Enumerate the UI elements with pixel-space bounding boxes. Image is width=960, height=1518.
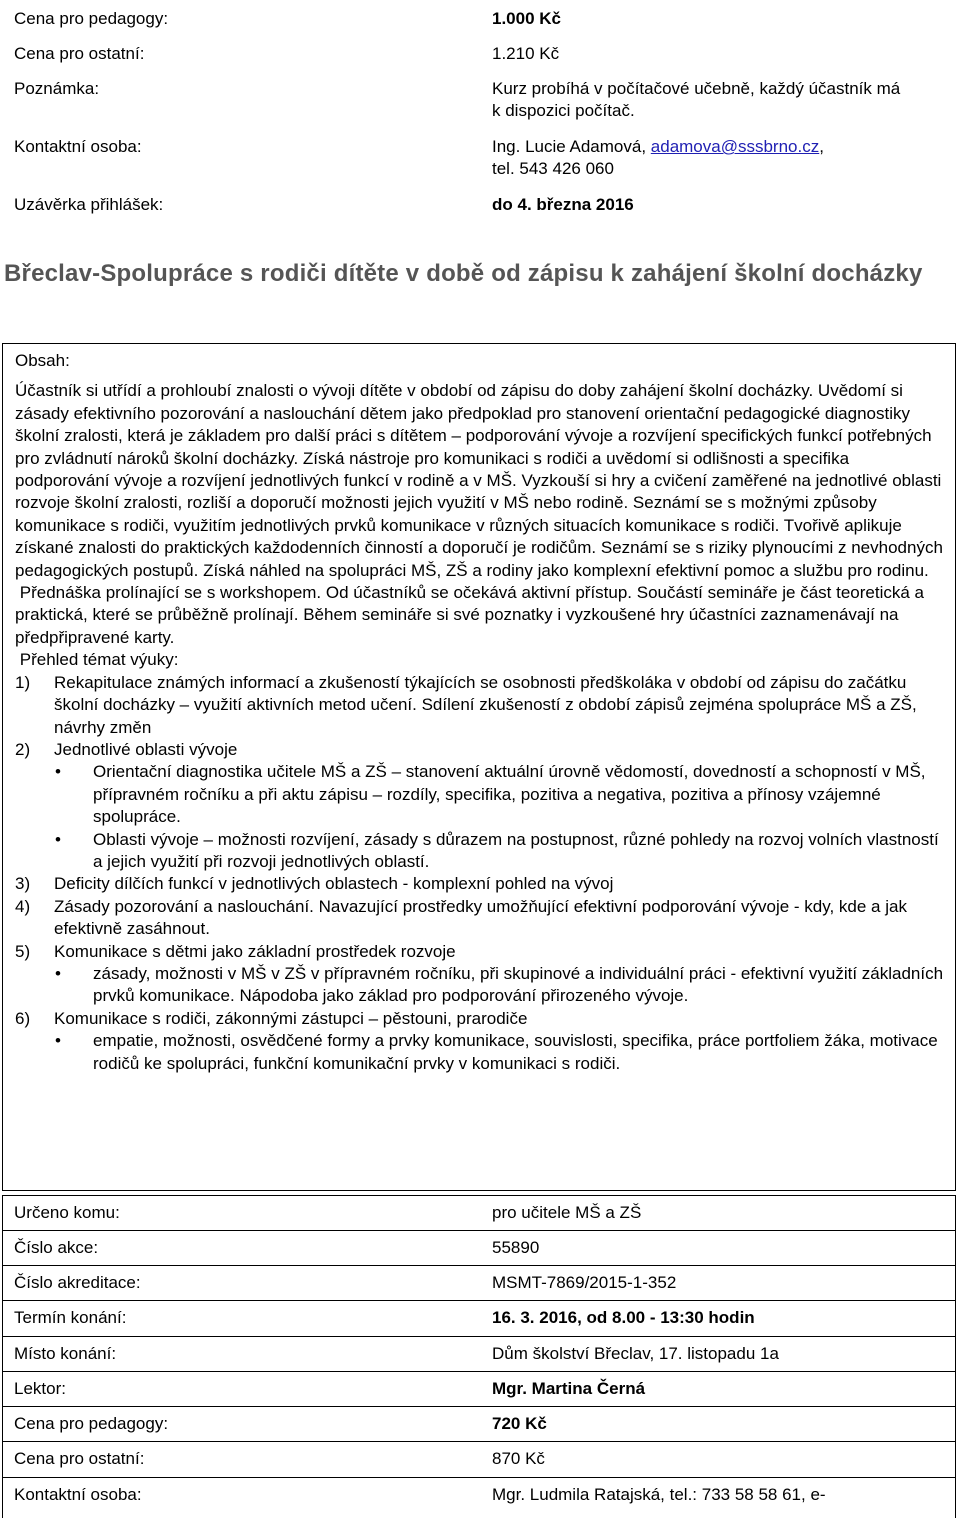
topic-number: 2)	[15, 739, 31, 759]
topic-bullets	[15, 963, 945, 1008]
course-title: Břeclav-Spolupráce s rodiči dítěte v době od zápisu k zahájení školní docházky	[4, 260, 923, 287]
topic-item	[15, 672, 945, 739]
bullet-icon: •	[55, 963, 61, 983]
detail-row-event-number	[14, 1237, 932, 1259]
detail-value: Mgr. Ludmila Ratajská, tel.: 733 58 58 61, e-	[492, 1485, 826, 1504]
detail-value: 16. 3. 2016, od 8.00 - 13:30 hodin	[492, 1308, 755, 1327]
detail-value: Mgr. Martina Černá	[492, 1379, 646, 1398]
detail-value: 720 Kč	[492, 1414, 547, 1433]
detail-value: 870 Kč	[492, 1449, 545, 1468]
topic-number: 4)	[15, 896, 31, 916]
row-divider	[2, 1371, 956, 1372]
info-row-price-others	[14, 43, 932, 65]
detail-value: Dům školství Břeclav, 17. listopadu 1a	[492, 1344, 779, 1363]
detail-row-price-teachers	[14, 1413, 932, 1435]
topic-item	[15, 739, 945, 873]
row-divider	[2, 1300, 956, 1301]
topic-number: 6)	[15, 1008, 31, 1028]
info-value: Kurz probíhá v počítačové učebně, každý účastník má k dispozici počítač.	[492, 79, 901, 120]
row-divider	[2, 1265, 956, 1266]
topic-number: 5)	[15, 941, 31, 961]
info-label: Poznámka:	[14, 79, 100, 98]
topic-bullets	[15, 761, 945, 873]
topic-item	[15, 896, 945, 941]
detail-row-venue	[14, 1343, 932, 1365]
bullet-item	[15, 761, 945, 828]
info-label: Uzávěrka přihlášek:	[14, 195, 164, 214]
topic-number: 1)	[15, 672, 31, 692]
contact-email-link[interactable]: adamova@sssbrno.cz	[650, 137, 820, 156]
detail-value: 55890	[492, 1238, 540, 1257]
topic-item	[15, 1008, 945, 1075]
topic-text: Komunikace s dětmi jako základní prostředek rozvoje	[54, 941, 456, 961]
contact-comma: ,	[819, 137, 824, 156]
bullet-item	[15, 829, 945, 874]
info-value: 1.210 Kč	[492, 44, 560, 63]
info-label: Cena pro pedagogy:	[14, 9, 169, 28]
info-row-price-teachers	[14, 8, 932, 30]
row-divider	[2, 1477, 956, 1478]
detail-label: Číslo akreditace:	[14, 1273, 141, 1292]
info-row-note	[14, 78, 912, 122]
topic-text: Komunikace s rodiči, zákonnými zástupci – pěstouni, prarodiče	[54, 1008, 528, 1028]
bullet-icon: •	[55, 1031, 61, 1051]
topics-heading: Přehled témat výuky:	[15, 650, 179, 670]
topics-list	[15, 672, 945, 1075]
topic-text: Zásady pozorování a naslouchání. Navazující prostředky umožňující efektivní podporování vývoje - kdy, kde a jak efektivně zasáhnout.	[54, 896, 907, 939]
info-value: do 4. března 2016	[492, 195, 634, 214]
detail-label: Kontaktní osoba:	[14, 1485, 142, 1504]
row-divider	[2, 1336, 956, 1337]
detail-label: Termín konání:	[14, 1308, 127, 1327]
row-divider	[2, 1441, 956, 1442]
topic-item	[15, 873, 945, 895]
bullet-item	[15, 1030, 945, 1075]
content-box	[2, 343, 956, 1191]
detail-label: Číslo akce:	[14, 1238, 99, 1257]
intro-paragraph: Účastník si utřídí a prohloubí znalosti o vývoji dítěte v období od zápisu do doby zahájení školní docházky. Uvědomí si zásady efektivního pozorování a naslouchání dětem jako předpoklad pro stanovení orientační pedagogické diagnostiky školní zralosti, která je základem pro další práci s dítětem – podporování vývoje a rozvíjení specifických funkcí potřebných pro zvládnutí nároků školní docházky. Získá nástroje pro komunikaci s rodiči a uvědomí si odlišnosti a specifika podporování vývoje a rozvíjení jednotlivých funkcí v rodině a v MŠ. Vyzkouší si hry a cvičení zaměřené na jednotlivé oblasti rozvoje školní zralosti, rozliší a doporučí možnosti jejich využití v MŠ nebo rodině. Seznámí se s možnými způsoby komunikace s rodiči, využitím jednotlivých prvků komunikace v různých situacích komunikace s rodiči. Tvořivě aplikuje získané znalosti do praktických každodenních činností a doporučí je rodičům. Seznámí se s riziky plynoucími z nevhodných pedagogických postupů. Získá náhled na spolupráci MŠ, ZŠ a rodiny jako komplexní efektivní pomoc a službu pro rodinu.	[15, 381, 943, 580]
contact-name: Ing. Lucie Adamová,	[492, 137, 651, 156]
info-row-deadline	[14, 194, 932, 216]
detail-row-accreditation	[14, 1272, 932, 1294]
bullet-text: Orientační diagnostika učitele MŠ a ZŠ – stanovení aktuální úrovně vědomostí, dovedností a schopností v MŠ, přípravném ročníku a při aktu zápisu – rozdíly, specifika, pozitiva a negativa, pozitiva a přínosy vzájemné spolupráce.	[93, 762, 926, 827]
topic-item	[15, 941, 945, 1008]
detail-row-contact	[14, 1484, 932, 1506]
info-label: Cena pro ostatní:	[14, 44, 145, 63]
detail-label: Cena pro ostatní:	[14, 1449, 145, 1468]
bullet-icon: •	[55, 762, 61, 782]
detail-row-price-others	[14, 1448, 932, 1470]
row-divider	[2, 1230, 956, 1231]
bullet-text: empatie, možnosti, osvědčené formy a prvky komunikace, souvislosti, specifika, práce portfoliem žáka, motivace rodičů ke spolupráci, funkční komunikační prvky v komunikaci s rodiči.	[93, 1031, 938, 1073]
detail-value: MSMT-7869/2015-1-352	[492, 1273, 677, 1292]
content-body	[15, 350, 945, 1075]
detail-value: pro učitele MŠ a ZŠ	[492, 1203, 642, 1222]
topic-text: Deficity dílčích funkcí v jednotlivých oblastech - komplexní pohled na vývoj	[54, 874, 614, 894]
bullet-icon: •	[55, 829, 61, 849]
detail-label: Určeno komu:	[14, 1203, 120, 1222]
detail-label: Cena pro pedagogy:	[14, 1414, 169, 1433]
topic-text: Rekapitulace známých informací a zkušeností týkajících se osobnosti předškoláka v období od zápisu do začátku školní docházky – využití aktivních metod učení. Sdílení zkušeností z období zápisů zejména spolupráce MŠ a ZŠ, návrhy změn	[54, 672, 917, 737]
info-value	[492, 136, 932, 180]
topic-text: Jednotlivé oblasti vývoje	[54, 739, 238, 759]
detail-label: Lektor:	[14, 1379, 66, 1398]
contact-tel: tel. 543 426 060	[492, 159, 614, 178]
detail-row-audience	[14, 1202, 932, 1224]
detail-row-lecturer	[14, 1378, 932, 1400]
topic-number: 3)	[15, 874, 31, 894]
bullet-text: zásady, možnosti v MŠ v ZŠ v přípravném ročníku, při skupinové a individuální práci - efektivní využití základních prvků komunikace. Nápodoba jako základ pro podporování přirozeného vývoje.	[93, 963, 944, 1006]
info-row-contact	[14, 136, 932, 180]
obsah-label: Obsah:	[15, 351, 70, 370]
detail-label: Místo konání:	[14, 1344, 117, 1363]
info-label: Kontaktní osoba:	[14, 137, 142, 156]
bullet-text: Oblasti vývoje – možnosti rozvíjení, zásady s důrazem na postupnost, různé pohledy na rozvoj volních vlastností a jejich využití při rozvoji jednotlivých oblastí.	[93, 829, 939, 871]
info-value: 1.000 Kč	[492, 9, 561, 28]
method-paragraph: Přednáška prolínající se s workshopem. Od účastníků se očekává aktivní přístup. Součástí semináře je část teoretická a praktická, které se průběžně prolínají. Během semináře si své poznatky i vyzkoušené hry účastníci zaznamenávají na předpřipravené karty.	[15, 583, 929, 647]
bullet-item	[15, 963, 945, 1008]
row-divider	[2, 1406, 956, 1407]
topic-bullets	[15, 1030, 945, 1075]
detail-row-date	[14, 1307, 932, 1329]
